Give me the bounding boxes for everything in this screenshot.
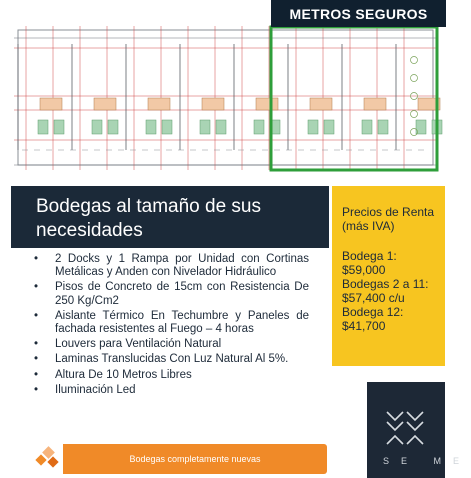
feature-item: • Pisos de Concreto de 15cm con Resistencia De 250 Kg/Cm2 [34, 281, 309, 307]
promo-banner [63, 444, 327, 474]
feature-item: • 2 Docks y 1 Rampa por Unidad con Cortinas Metálicas y Anden con Nivelador Hidráulico [34, 253, 309, 279]
logo-panel [367, 382, 471, 478]
price-panel [332, 186, 445, 366]
floor-plan-image [0, 0, 450, 180]
price-value: $57,400 c/u [342, 291, 405, 305]
brand-badge [271, 0, 446, 27]
feature-item: • Aislante Térmico En Techumbre y Paneles de fachada resistentes al Fuego – 4 horas [34, 310, 309, 336]
price-list [342, 249, 442, 333]
feature-item: • Altura De 10 Metros Libres [34, 369, 309, 382]
price-value: $59,000 [342, 263, 386, 277]
feature-item: • Louvers para Ventilación Natural [34, 338, 309, 351]
diamond-ornament-icon [36, 446, 64, 472]
price-label: Bodegas 2 a 11: [342, 277, 429, 291]
brand-name: METROS SEGUROS [289, 5, 428, 22]
price-value: $41,700 [342, 319, 386, 333]
price-label: Bodega 1: [342, 249, 397, 263]
feature-list [34, 253, 309, 399]
title-panel [11, 186, 329, 248]
logo-wordmark: SE ME [383, 456, 471, 466]
feature-item: • Iluminación Led [34, 384, 309, 397]
banner-text: Bodegas completamente nuevas [129, 454, 261, 464]
feature-item: • Laminas Translucidas Con Luz Natural Al 5%. [34, 353, 309, 366]
price-label: Bodega 12: [342, 305, 404, 319]
logo-icon [385, 410, 425, 446]
page-title: Bodegas al tamaño de sus necesidades [36, 196, 261, 241]
warehouse-blueprint [0, 0, 450, 180]
price-heading: Precios de Renta (más IVA) [342, 205, 435, 233]
